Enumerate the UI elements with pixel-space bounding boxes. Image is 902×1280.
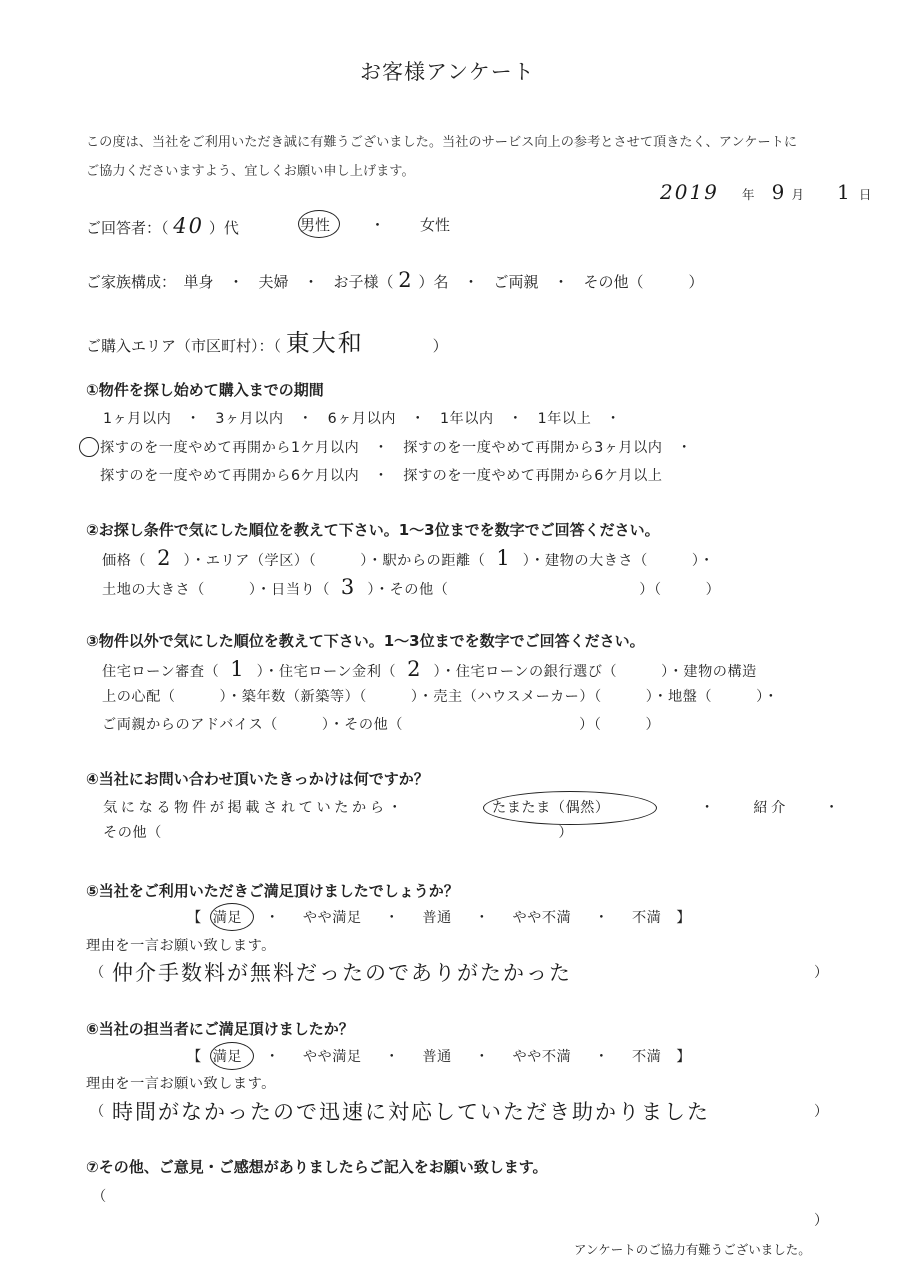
q3-loan-review-label: 住宅ローン審査（ <box>102 664 220 680</box>
date-year: 2019 <box>660 180 719 204</box>
q2-station-rank[interactable]: 1 <box>496 546 512 570</box>
q4-option-listing[interactable]: 気になる物件が掲載されていたから・ <box>103 800 406 816</box>
q3-loan-rate-label: ）・住宅ローン金利（ <box>256 664 397 680</box>
q7-comment-field[interactable] <box>110 1186 810 1226</box>
q5-option-dissatisfied[interactable]: 不満 <box>631 910 662 926</box>
q5-scale <box>187 907 691 927</box>
q5-reason-close: ） <box>814 965 829 981</box>
q6-reason-label: 理由を一言お願い致します。 <box>86 1076 276 1092</box>
q3-loan-review-rank[interactable]: 1 <box>230 657 246 681</box>
q5-separator-3: ・ <box>474 910 490 926</box>
q4-heading: ④当社にお問い合わせ頂いたきっかけは何ですか？ <box>86 770 429 788</box>
respondent-age[interactable]: 40 <box>173 214 205 238</box>
q6-option-neutral[interactable]: 普通 <box>422 1049 452 1065</box>
q1-options-row-2[interactable]: 探すのを一度やめて再開から1ケ月以内 ・ 探すのを一度やめて再開から3ヶ月以内 ・ <box>100 440 692 456</box>
q2-row-1 <box>102 546 714 570</box>
q5-option-somewhat-satisfied[interactable]: やや満足 <box>302 910 362 926</box>
area-row <box>86 323 448 358</box>
q5-separator-4: ・ <box>594 910 609 926</box>
family-options: ご家族構成： 単身 ・ 夫婦 ・ お子様（ <box>86 273 394 291</box>
area-label: ご購入エリア（市区町村）：（ <box>86 337 282 355</box>
q4-option-referral[interactable]: ・ 紹介 ・ <box>700 800 843 816</box>
q1-selection-mark <box>79 437 99 457</box>
q3-loan-rate-rank[interactable]: 2 <box>407 657 423 681</box>
q7-close: ） <box>814 1213 829 1229</box>
q5-bracket-open: 【 <box>187 910 202 926</box>
q2-area-station-label: ）・エリア（学区）（ ）・駅からの距離（ <box>183 553 486 569</box>
q4-option-chance[interactable]: たまたま（偶然） <box>492 800 610 816</box>
footer-thanks: アンケートのご協力有難うございました。 <box>574 1242 811 1257</box>
q6-selection-circle <box>210 1042 254 1070</box>
q6-scale <box>187 1046 691 1066</box>
date-month-unit: 月 <box>791 187 804 202</box>
q4-selection-circle <box>483 791 657 825</box>
area-close: ） <box>432 337 448 355</box>
q2-building-size-label: ）・建物の大きさ（ ）・ <box>522 553 715 569</box>
q5-option-somewhat-dissatisfied[interactable]: やや不満 <box>512 910 572 926</box>
q2-other-label: ）・その他（ ）（ ） <box>367 582 721 598</box>
q3-heading: ③物件以外で気にした順位を教えて下さい。1～3位までを数字でご回答ください。 <box>86 632 645 650</box>
q1-options-row-1[interactable]: 1ヶ月以内 ・ 3ヶ月以内 ・ 6ヶ月以内 ・ 1年以内 ・ 1年以上 ・ <box>103 411 621 427</box>
q5-reason-label: 理由を一言お願い致します。 <box>86 938 276 954</box>
q2-row-2 <box>102 575 720 599</box>
q3-row-1 <box>102 657 757 681</box>
respondent-row <box>86 214 239 238</box>
q5-option-neutral[interactable]: 普通 <box>422 910 452 926</box>
q2-price-rank[interactable]: 2 <box>157 546 173 570</box>
q5-reason-open: （ <box>90 965 105 981</box>
q6-option-somewhat-satisfied[interactable]: やや満足 <box>302 1049 362 1065</box>
respondent-label: ご回答者：（ <box>86 219 169 237</box>
q6-separator-1: ・ <box>265 1049 280 1065</box>
q6-separator-2: ・ <box>384 1049 400 1065</box>
gender-selection-circle <box>298 210 340 238</box>
family-children-count[interactable]: 2 <box>398 268 414 292</box>
q3-row-3: ご両親からのアドバイス（ ）・その他（ ）（ ） <box>102 717 661 733</box>
q5-separator-2: ・ <box>384 910 400 926</box>
q5-separator-1: ・ <box>265 910 280 926</box>
date-day-unit: 日 <box>858 187 872 202</box>
q2-land-sunlight-label: 土地の大きさ（ ）・日当り（ <box>102 582 330 598</box>
q6-option-satisfied[interactable]: 満足 <box>212 1049 243 1065</box>
q6-bracket-close: 】 <box>676 1049 692 1065</box>
q5-bracket-close: 】 <box>676 910 692 926</box>
q6-reason-answer[interactable]: 時間がなかったので迅速に対応していただき助かりました <box>112 1100 710 1124</box>
q2-price-label: 価格（ <box>102 553 147 569</box>
family-options-rest: ）名 ・ ご両親 ・ その他（ ） <box>418 273 704 291</box>
q6-heading: ⑥当社の担当者にご満足頂けましたか？ <box>86 1020 354 1038</box>
gender-male[interactable]: 男性 <box>300 216 331 234</box>
q7-open: （ <box>92 1189 107 1205</box>
q4-option-other[interactable]: その他（ ） <box>103 825 574 841</box>
q6-separator-4: ・ <box>594 1049 609 1065</box>
survey-date <box>660 180 871 204</box>
date-month: 9 <box>771 180 785 204</box>
respondent-age-suffix: ）代 <box>208 219 239 237</box>
survey-title: お客様アンケート <box>360 60 535 84</box>
q3-row-2: 上の心配（ ）・築年数（新築等）（ ）・売主（ハウスメーカー）（ ）・地盤（ ）・ <box>102 689 779 705</box>
gender-female[interactable]: 女性 <box>420 216 451 234</box>
intro-line-2: ご協力くださいますよう、宜しくお願い申し上げます。 <box>86 164 415 179</box>
q5-reason-answer[interactable]: 仲介手数料が無料だったのでありがたかった <box>112 961 572 985</box>
q6-reason-close: ） <box>814 1104 829 1120</box>
q6-reason-open: （ <box>90 1104 105 1120</box>
q6-option-somewhat-dissatisfied[interactable]: やや不満 <box>512 1049 572 1065</box>
q3-bank-structure-label: ）・住宅ローンの銀行選び（ ）・建物の構造 <box>433 664 757 680</box>
date-year-unit: 年 <box>742 187 755 202</box>
area-value[interactable]: 東大和 <box>285 329 364 357</box>
q5-selection-circle <box>210 903 254 931</box>
q1-heading: ①物件を探し始めて購入までの期間 <box>86 381 324 399</box>
q1-options-row-3[interactable]: 探すのを一度やめて再開から6ケ月以内 ・ 探すのを一度やめて再開から6ケ月以上 <box>100 468 663 484</box>
q2-sunlight-rank[interactable]: 3 <box>340 575 357 599</box>
q2-heading: ②お探し条件で気にした順位を教えて下さい。1～3位までを数字でご回答ください。 <box>86 521 660 539</box>
q5-option-satisfied[interactable]: 満足 <box>212 910 243 926</box>
q5-heading: ⑤当社をご利用いただきご満足頂けましたでしょうか？ <box>86 882 459 900</box>
intro-line-1: この度は、当社をご利用いただき誠に有難うございました。当社のサービス向上の参考とさせて頂きたく、アンケートに <box>86 135 798 150</box>
gender-separator: ・ <box>370 216 386 234</box>
q6-option-dissatisfied[interactable]: 不満 <box>631 1049 662 1065</box>
q7-heading: ⑦その他、ご意見・ご感想がありましたらご記入をお願い致します。 <box>86 1158 548 1176</box>
q6-separator-3: ・ <box>474 1049 490 1065</box>
family-row <box>86 268 703 292</box>
date-day: 1 <box>837 180 850 204</box>
q6-bracket-open: 【 <box>187 1049 202 1065</box>
